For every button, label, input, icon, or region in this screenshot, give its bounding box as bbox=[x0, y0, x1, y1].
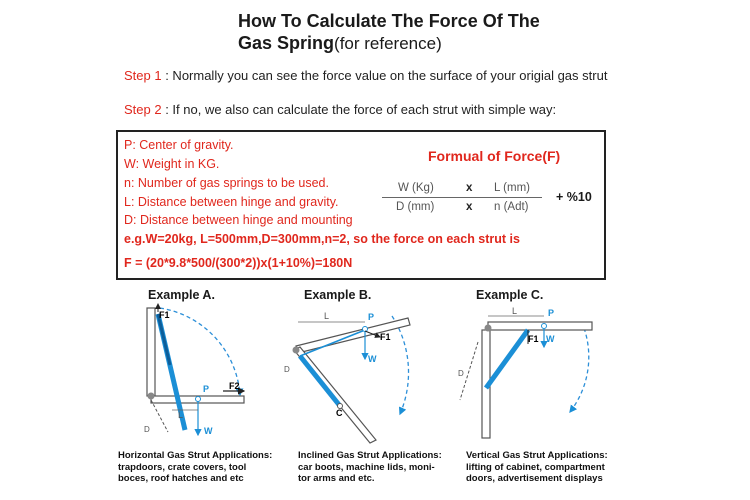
app-b-line-1: Inclined Gas Strut Applications: bbox=[298, 450, 442, 461]
label-w-a: W bbox=[204, 426, 213, 436]
title-gas-spring: Gas Spring bbox=[238, 33, 335, 53]
label-p-a: P bbox=[203, 384, 210, 394]
label-d-c: D bbox=[458, 369, 464, 378]
label-l-c: L bbox=[512, 306, 518, 316]
gas-strut-b bbox=[300, 356, 340, 406]
def-l: L: Distance between hinge and gravity. bbox=[124, 195, 339, 209]
def-w: W: Weight in KG. bbox=[124, 157, 220, 171]
result-formula: F = (20*9.8*500/(300*2))x(1+10%)=180N bbox=[124, 256, 353, 270]
rotation-arc-b bbox=[392, 316, 409, 414]
label-d-a: D bbox=[144, 425, 150, 434]
app-b-line-2: car boots, machine lids, moni- bbox=[298, 461, 435, 473]
app-c-line-3: doors, advertisement displays bbox=[466, 473, 603, 484]
application-a bbox=[118, 450, 308, 485]
step-1-label: Step 1 bbox=[124, 68, 162, 83]
formula-title: Formual of Force(F) bbox=[428, 148, 561, 164]
example-calculation: e.g.W=20kg, L=500mm,D=300mm,n=2, so the force on each strut is bbox=[124, 232, 520, 246]
step-2-text: : If no, we also can calculate the force of each strut with simple way: bbox=[161, 102, 557, 117]
title-note: (for reference) bbox=[334, 34, 442, 53]
step-1 bbox=[124, 68, 614, 84]
formula-plus: + %10 bbox=[556, 190, 592, 204]
title-line-2 bbox=[238, 32, 658, 55]
def-n: n: Number of gas springs to be used. bbox=[124, 176, 329, 190]
label-w-c: W bbox=[546, 334, 555, 344]
page-title bbox=[238, 10, 658, 55]
example-a-label: Example A. bbox=[148, 288, 215, 302]
diagram-example-c bbox=[452, 302, 602, 442]
formula-num-l: L (mm) bbox=[494, 182, 530, 194]
label-p-c: P bbox=[548, 308, 555, 318]
app-c-line-1: Vertical Gas Strut Applications: bbox=[466, 450, 608, 461]
def-d: D: Distance between hinge and mounting bbox=[124, 213, 353, 227]
label-f1-a: F1 bbox=[159, 310, 170, 320]
formula-den-d: D (mm) bbox=[396, 201, 435, 213]
label-d-b: D bbox=[284, 365, 290, 374]
fraction-bar bbox=[382, 197, 542, 198]
label-p-b: P bbox=[368, 312, 375, 322]
example-b-label: Example B. bbox=[304, 288, 372, 302]
formula-num-w: W (Kg) bbox=[398, 182, 434, 194]
label-f1-b: F1 bbox=[380, 332, 391, 342]
example-c-label: Example C. bbox=[476, 288, 544, 302]
gas-strut-c bbox=[486, 330, 528, 388]
label-c-b: C bbox=[336, 408, 343, 418]
vertical-panel-a bbox=[147, 308, 155, 396]
app-a-line-1: Horizontal Gas Strut Applications: bbox=[118, 450, 273, 461]
app-a-line-3: boces, roof hatches and etc bbox=[118, 473, 244, 484]
step-2 bbox=[124, 102, 614, 118]
application-c bbox=[466, 450, 656, 485]
label-f2-a: F2 bbox=[229, 381, 240, 391]
label-w-b: W bbox=[368, 354, 377, 364]
title-line-1: How To Calculate The Force Of The bbox=[238, 11, 540, 31]
application-b bbox=[298, 450, 488, 485]
label-f1-c: F1 bbox=[528, 334, 539, 344]
rotation-arc-c bbox=[570, 328, 589, 412]
step-1-text: : Normally you can see the force value on the surface of your origial gas strut bbox=[161, 68, 608, 83]
formula-num-x: x bbox=[466, 182, 473, 194]
app-c-line-2: lifting of cabinet, compartment bbox=[466, 461, 605, 473]
app-b-line-3: tor arms and etc. bbox=[298, 473, 375, 484]
hinge-a bbox=[148, 393, 155, 400]
top-panel-c bbox=[488, 322, 592, 330]
diagram-example-b bbox=[280, 304, 420, 444]
hinge-c bbox=[485, 325, 492, 332]
formula-den-x: x bbox=[466, 201, 473, 213]
def-p: P: Center of gravity. bbox=[124, 138, 234, 152]
app-a-line-2: trapdoors, crate covers, tool bbox=[118, 461, 247, 473]
step-2-label: Step 2 bbox=[124, 102, 162, 117]
label-l-a: L bbox=[178, 410, 184, 420]
hinge-b bbox=[293, 347, 300, 354]
formula-den-n: n (Adt) bbox=[494, 201, 529, 213]
label-l-b: L bbox=[324, 311, 330, 321]
diagram-example-a bbox=[130, 300, 250, 450]
